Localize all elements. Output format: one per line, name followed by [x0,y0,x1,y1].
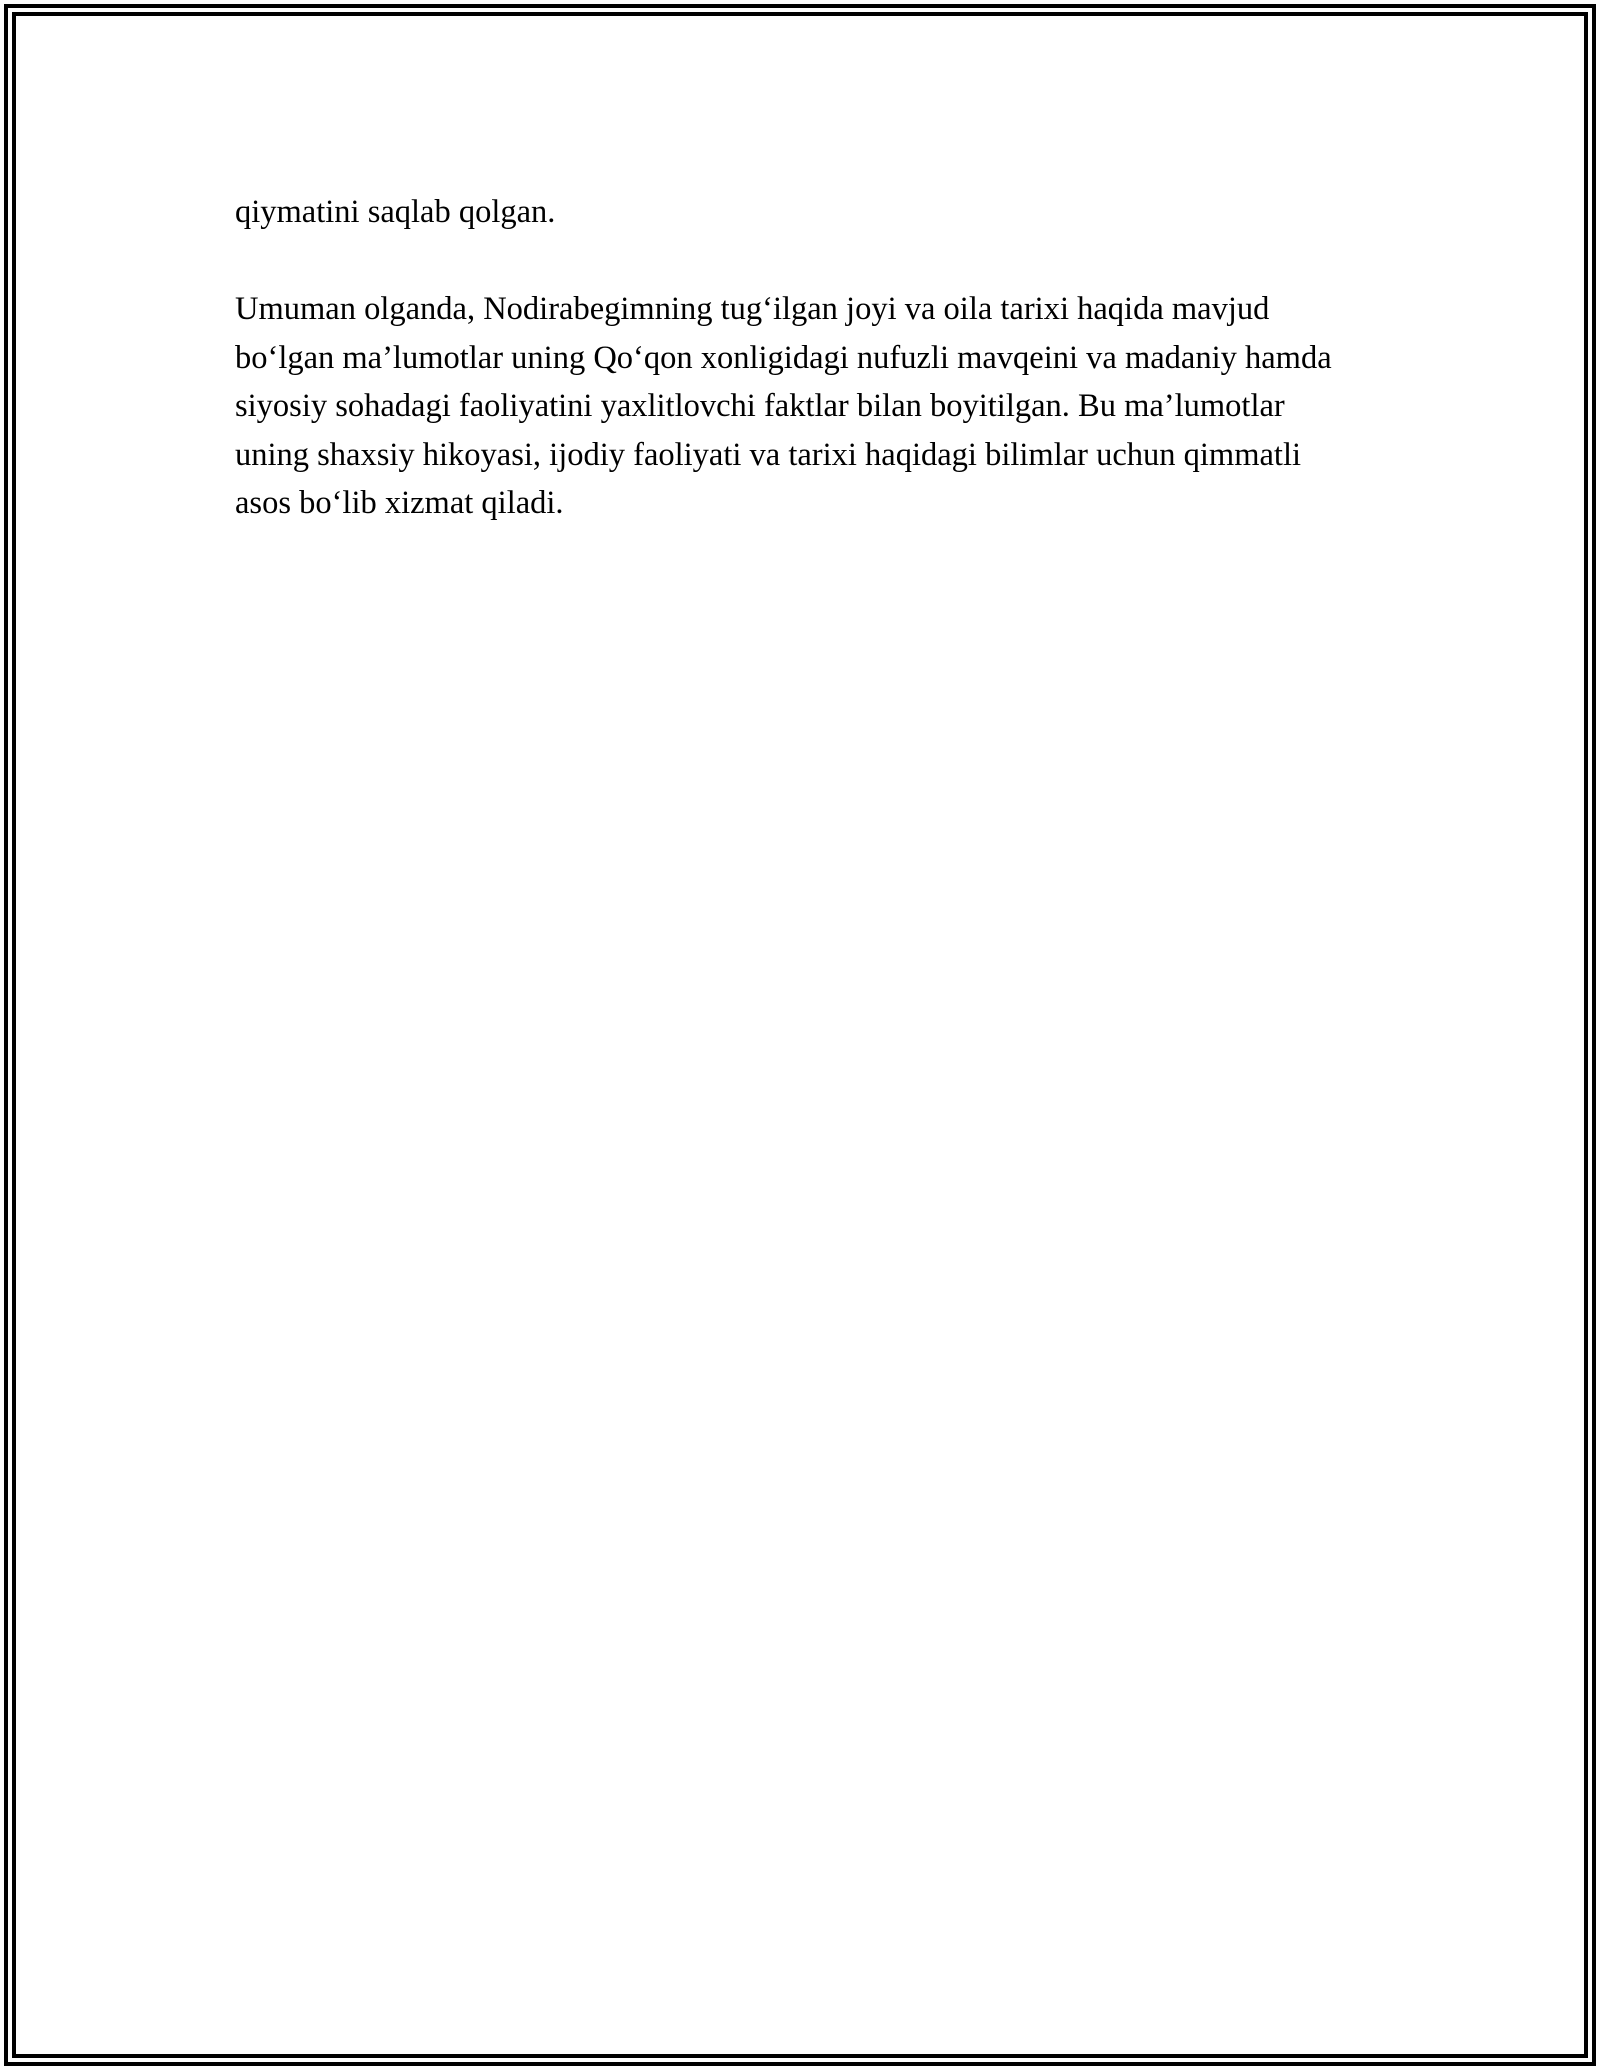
paragraph-continuation: qiymatini saqlab qolgan. [235,194,556,230]
document-body [235,188,1365,528]
paragraph-summary: Umuman olganda, Nodirabegimning tug‘ilgan joyi va oila tarixi haqida mavjud bo‘lgan ma’lumotlar uning Qo‘qon xonligidagi nufuzli mavqeini va madaniy hamda siyosiy sohadagi faoliyatini yaxlitlovchi faktlar bilan boyitilgan. Bu ma’lumotlar uning shaxsiy hikoyasi, ijodiy faoliyati va tarixi haqidagi bilimlar uchun qimmatli asos bo‘lib xizmat qiladi. [235,291,1332,521]
